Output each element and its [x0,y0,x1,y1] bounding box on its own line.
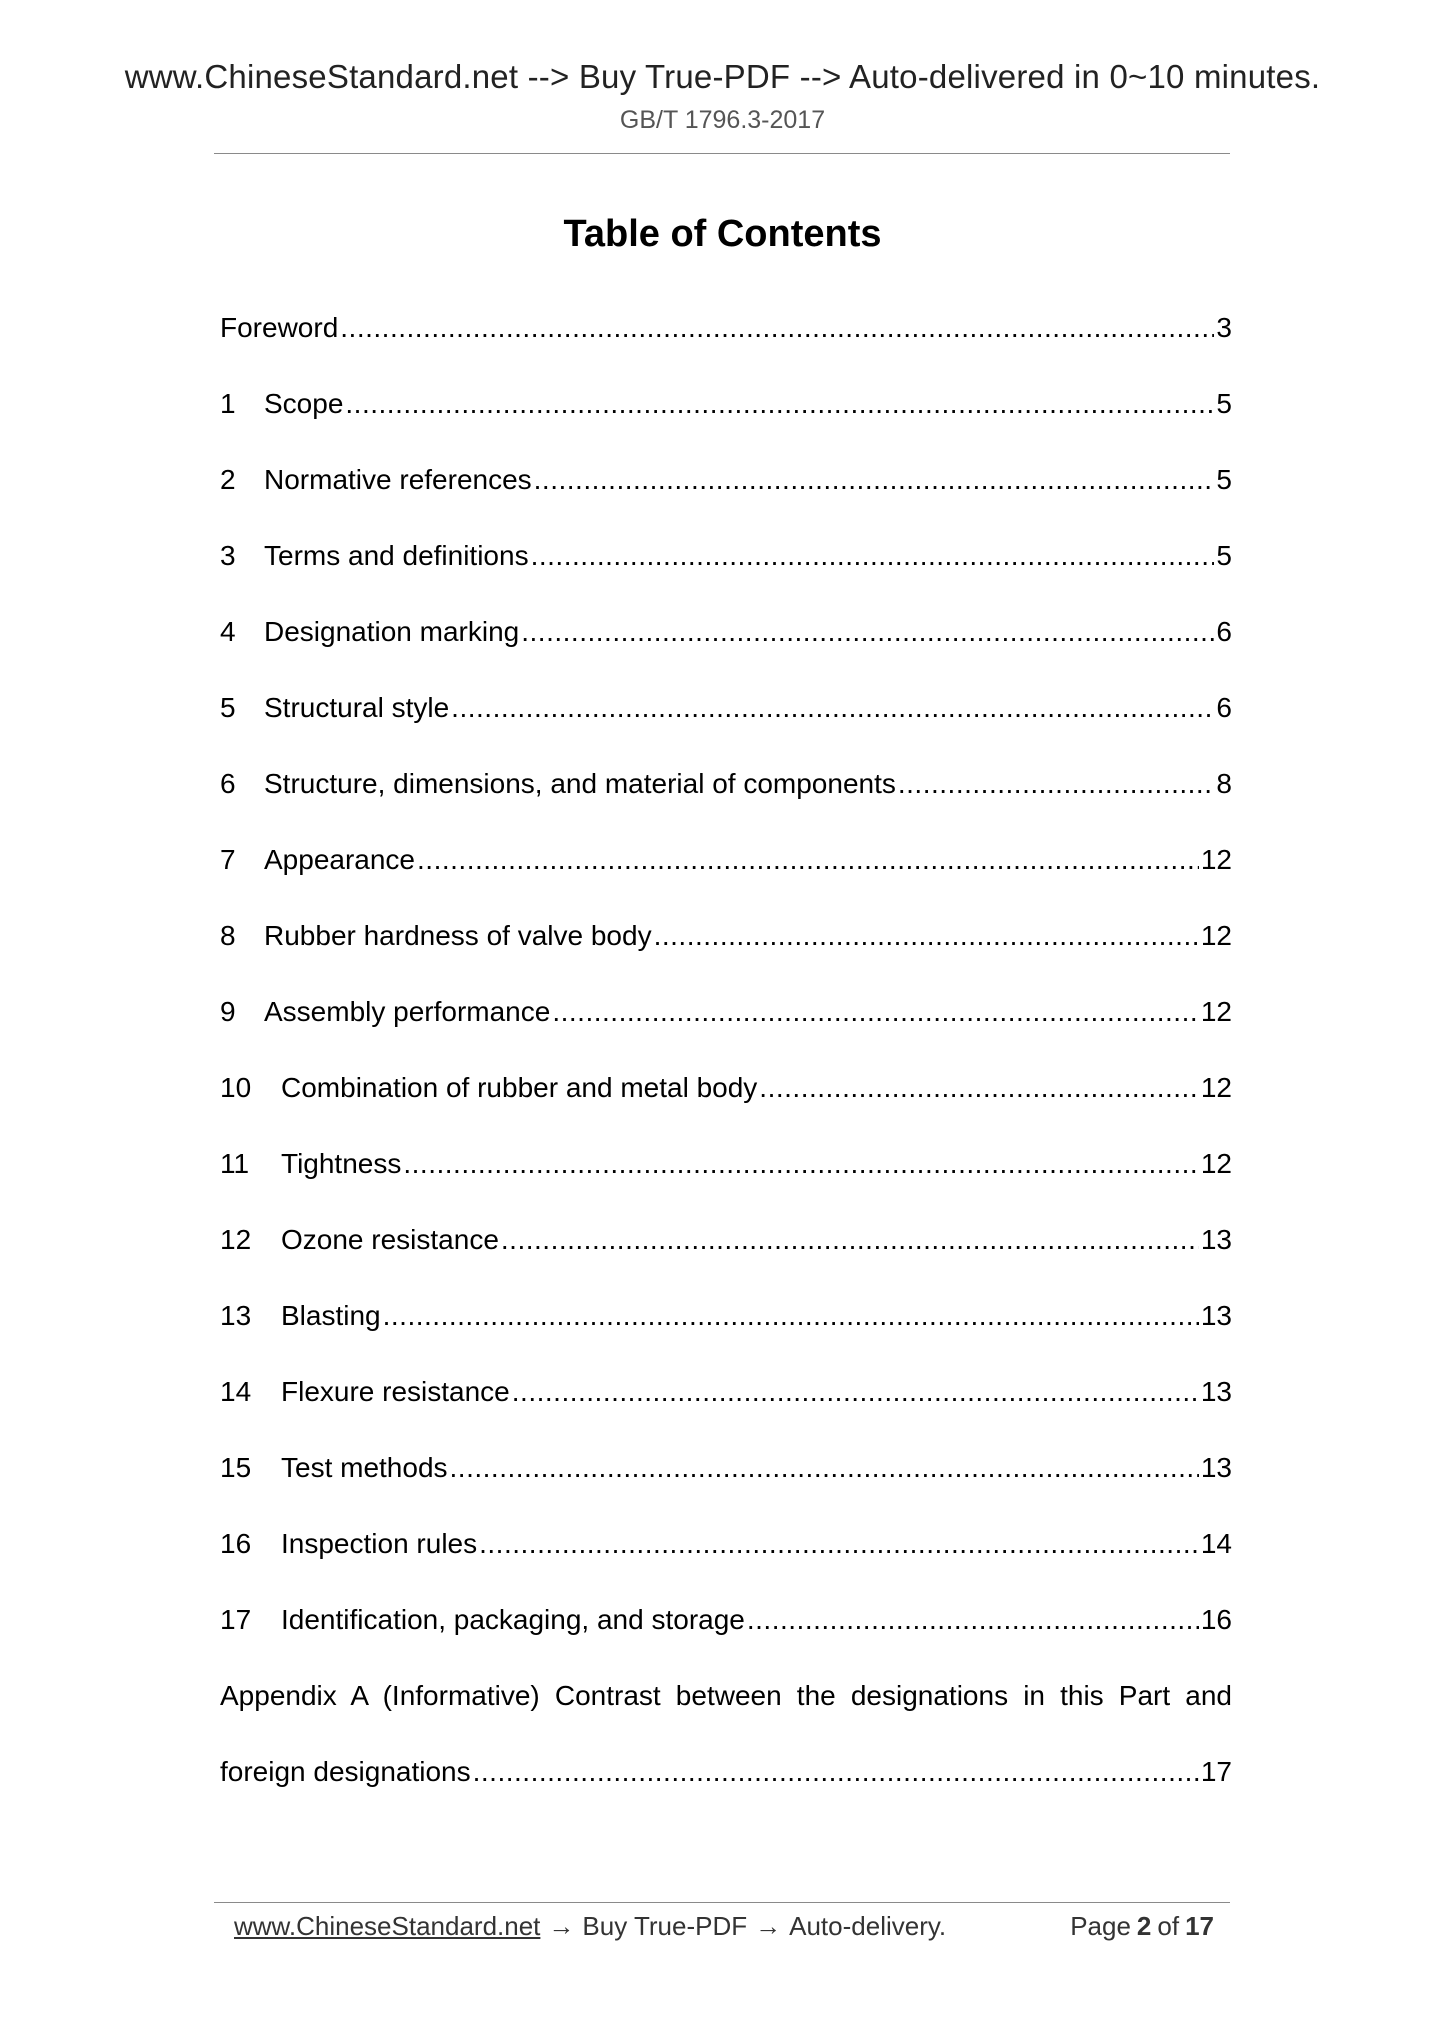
header-banner: www.ChineseStandard.net --> Buy True-PDF --> Auto-delivered in 0~10 minutes. [124,58,1321,95]
footer [234,1906,1214,1946]
footer-divider [214,1902,1230,1903]
toc-entry[interactable] [220,746,1232,822]
toc-entry-page: 13 [1200,1376,1232,1407]
page-current: 2 [1136,1910,1152,1941]
toc-entry-page: 6 [1216,692,1232,723]
page-of: of [1157,1910,1180,1941]
toc-entry-label: Terms and definitions [264,540,529,571]
toc-entry[interactable] [220,366,1232,442]
toc-entry-page: 12 [1200,844,1232,875]
toc-entry-page: 5 [1216,464,1232,495]
toc-entry[interactable] [220,1202,1232,1278]
page-total: 17 [1185,1910,1214,1941]
toc-entry-page: 13 [1200,1300,1232,1331]
toc-entry-label: foreign designations [220,1756,471,1787]
toc-entry-page: 6 [1216,616,1232,647]
dot-leader [759,1072,1199,1104]
toc-entry-page: 14 [1200,1528,1232,1559]
toc-entry-number: 12 [220,1224,252,1255]
standard-id: GB/T 1796.3-2017 [619,106,826,134]
toc-entry-number: 15 [220,1452,252,1483]
toc-entry-label: Inspection rules [281,1528,478,1559]
toc-entry-number: 17 [220,1604,252,1635]
toc-entry-number: 1 [220,388,236,419]
toc-entry-label: Scope [264,388,344,419]
page-label: Page [1070,1910,1131,1941]
toc-entry[interactable] [220,1050,1232,1126]
page-title: Table of Contents [563,213,882,255]
toc-entry-label: Assembly performance [264,996,551,1027]
toc-entry-page: 16 [1200,1604,1232,1635]
dot-leader [340,312,1214,344]
toc-entry[interactable] [220,1582,1232,1658]
toc-entry-page: 5 [1216,540,1232,571]
toc-entry[interactable] [220,442,1232,518]
toc-entry-label: Foreword [220,312,339,343]
arrow-right-icon: → [548,1910,575,1941]
toc-entry-label: Normative references [264,464,532,495]
arrow-right-icon: → [755,1910,782,1941]
toc-entry[interactable] [220,594,1232,670]
dot-leader [898,768,1215,800]
toc-entry[interactable] [220,822,1232,898]
dot-leader [479,1528,1199,1560]
toc-entry[interactable] [220,1506,1232,1582]
dot-leader [501,1224,1199,1256]
toc-entry-page: 13 [1200,1224,1232,1255]
dot-leader [383,1300,1199,1332]
toc-entry[interactable] [220,1430,1232,1506]
toc-entry-page: 12 [1200,1148,1232,1179]
toc-entry-label: Combination of rubber and metal body [281,1072,758,1103]
toc-entry-label: Blasting [281,1300,381,1331]
dot-leader [473,1756,1199,1788]
toc-entry-appendix-line2[interactable] [220,1734,1232,1810]
toc-entry[interactable] [220,518,1232,594]
toc-entry-label: Appendix A (Informative) Contrast between the designations in this Part and [220,1680,1232,1711]
toc-entry-label: Appearance [264,844,416,875]
dot-leader [451,692,1214,724]
page-indicator [1064,1911,1214,1942]
toc-entry-number: 16 [220,1528,252,1559]
toc-entry-number: 6 [220,768,236,799]
toc-entry-page: 17 [1200,1756,1232,1787]
toc-entry-label: Tightness [281,1148,402,1179]
toc-entry-label: Rubber hardness of valve body [264,920,652,951]
toc-entry-page: 13 [1200,1452,1232,1483]
toc-entry-page: 12 [1200,920,1232,951]
toc-entry-label: Structure, dimensions, and material of components [264,768,896,799]
header-divider [214,153,1230,154]
toc-entry-number: 5 [220,692,236,723]
toc-entry[interactable] [220,974,1232,1050]
footer-text-delivery: Auto-delivery. [789,1910,947,1941]
toc-entry-number: 11 [220,1148,250,1179]
toc-entry[interactable] [220,1278,1232,1354]
dot-leader [654,920,1199,952]
dot-leader [747,1604,1199,1636]
footer-link[interactable]: www.ChineseStandard.net [234,1910,541,1941]
toc-entry[interactable] [220,290,1232,366]
toc-entry-appendix-line1[interactable] [220,1658,1232,1734]
toc-entry-label: Test methods [281,1452,448,1483]
toc-entry-number: 13 [220,1300,252,1331]
toc-entry-label: Structural style [264,692,450,723]
toc-entry-number: 10 [220,1072,252,1103]
toc-entry-label: Flexure resistance [281,1376,510,1407]
footer-text-buy: Buy True-PDF [582,1910,748,1941]
toc-entry-label: Identification, packaging, and storage [281,1604,745,1635]
toc-entry-number: 3 [220,540,236,571]
toc-entry[interactable] [220,1126,1232,1202]
toc-entry-label: Designation marking [264,616,520,647]
dot-leader [534,464,1215,496]
dot-leader [531,540,1215,572]
toc-entry-number: 4 [220,616,236,647]
dot-leader [345,388,1214,420]
dot-leader [417,844,1199,876]
dot-leader [552,996,1199,1028]
dot-leader [521,616,1214,648]
toc-entry-page: 12 [1200,996,1232,1027]
toc-entry-page: 3 [1216,312,1232,343]
toc-entry-page: 12 [1200,1072,1232,1103]
toc-entry-label: Ozone resistance [281,1224,499,1255]
toc-entry-number: 7 [220,844,236,875]
toc-entry-number: 2 [220,464,236,495]
toc-entry-number: 14 [220,1376,252,1407]
toc-entry-number: 9 [220,996,236,1027]
table-of-contents [220,290,1232,1810]
dot-leader [403,1148,1198,1180]
toc-entry-number: 8 [220,920,236,951]
toc-entry[interactable] [220,898,1232,974]
dot-leader [512,1376,1199,1408]
toc-entry[interactable] [220,670,1232,746]
toc-entry-page: 8 [1216,768,1232,799]
dot-leader [450,1452,1199,1484]
toc-entry[interactable] [220,1354,1232,1430]
toc-entry-page: 5 [1216,388,1232,419]
